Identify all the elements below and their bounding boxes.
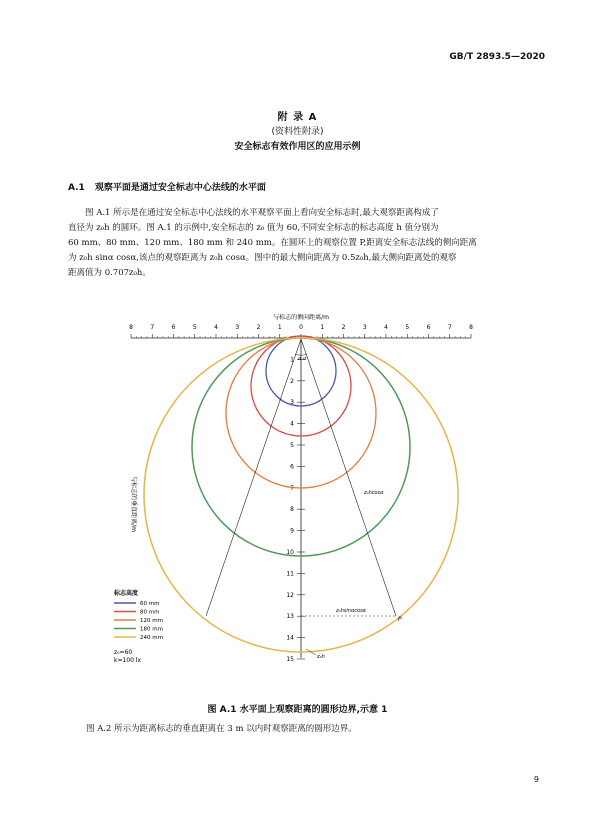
y-tick-label: 5 xyxy=(290,442,294,449)
figure-caption: 图 A.1 水平面上观察距离的圆形边界,示意 1 xyxy=(207,705,388,715)
annotation-axis: z₀h xyxy=(317,654,325,660)
ray-right xyxy=(301,339,396,616)
y-tick-label: 13 xyxy=(286,613,294,621)
y-tick-label: 4 xyxy=(290,420,294,428)
x-tick-label: 5 xyxy=(192,324,197,331)
x-tick-label: 6 xyxy=(171,324,176,331)
angle-label-left: α xyxy=(298,356,302,362)
point-p-label: P xyxy=(398,616,402,623)
paragraph-1 xyxy=(68,206,540,281)
x-tick-label: 1 xyxy=(277,324,282,331)
paragraph-2: 图 A.2 所示为距离标志的垂直距离在 3 m 以内时观察距离的圆形边界。 xyxy=(86,724,357,734)
y-tick-label: 15 xyxy=(286,656,294,663)
y-tick-label: 10 xyxy=(286,549,294,556)
x-tick-label: 8 xyxy=(129,324,133,331)
param-z0: z₀=60 xyxy=(114,649,133,656)
appendix-title: 安全标志有效作用区的应用示例 xyxy=(234,142,361,152)
x-tick-label: 7 xyxy=(150,324,155,331)
x-tick-label: 1 xyxy=(320,324,325,331)
section-title: 观察平面是通过安全标志中心法线的水平面 xyxy=(94,183,266,193)
y-tick-label: 9 xyxy=(290,527,294,535)
y-tick-label: 12 xyxy=(286,591,294,599)
legend-label: 240 mm xyxy=(140,635,163,641)
x-tick-label: 7 xyxy=(447,324,452,331)
y-tick-label: 8 xyxy=(290,506,294,514)
section-heading xyxy=(68,180,266,193)
x-axis-title: 与标志的侧向距离/m xyxy=(273,314,329,321)
paragraph-line: 距离值为 0.707z₀h。 xyxy=(68,268,151,278)
x-tick-label: 8 xyxy=(469,324,473,331)
y-tick-label: 2 xyxy=(290,377,294,385)
paragraph-line: 直径为 z₀h 的圆环。图 A.1 的示例中,安全标志的 z₀ 值为 60,不同安全标志的标志高度 h 值分别为 xyxy=(68,223,439,233)
standard-id: GB/T 2893.5—2020 xyxy=(449,52,545,62)
angle-label-right: α xyxy=(303,356,307,362)
legend-title: 标志高度 xyxy=(114,590,139,597)
paragraph-line: 为 z₀h sinα cosα,该点的观察距离为 z₀h cosα。图中的最大侧向距离为 0.5z₀h,最大侧向距离处的观察 xyxy=(68,253,457,263)
figure-svg xyxy=(100,314,510,679)
legend-label: 80 mm xyxy=(140,609,160,616)
x-tick-label: 2 xyxy=(256,324,261,331)
section-number: A.1 xyxy=(68,183,85,193)
x-tick-label: 4 xyxy=(214,324,218,331)
x-tick-label: 3 xyxy=(235,324,240,331)
page-number: 9 xyxy=(533,775,539,784)
x-tick-label: 0 xyxy=(299,324,303,331)
x-tick-label: 2 xyxy=(341,324,346,331)
y-axis-ticks xyxy=(286,356,305,663)
x-tick-label: 3 xyxy=(362,324,367,331)
annotation-diagonal: z₀hcosα xyxy=(364,490,384,496)
annotation-lateral: z₀hsinαcosα xyxy=(336,608,366,614)
appendix-type: (资料性附录) xyxy=(271,127,324,137)
y-tick-label: 14 xyxy=(286,634,294,642)
param-k: k=100 lx xyxy=(114,657,142,664)
legend-label: 60 mm xyxy=(140,601,160,607)
y-tick-label: 1 xyxy=(290,356,294,364)
y-tick-label: 3 xyxy=(290,399,294,407)
y-tick-label: 6 xyxy=(290,463,294,471)
paragraph-line: 60 mm、80 mm、120 mm、180 mm 和 240 mm。在圆环上的观察位置 P,距离安全标志法线的侧向距离 xyxy=(68,238,477,248)
figure-a1 xyxy=(100,314,510,679)
x-tick-label: 5 xyxy=(405,324,410,331)
paragraph-line: 图 A.1 所示是在通过安全标志中心法线的水平观察平面上看向安全标志时,最大观察距离构成了 xyxy=(85,208,439,218)
legend-label: 120 mm xyxy=(140,618,163,624)
x-tick-label: 4 xyxy=(384,324,388,331)
appendix-heading: 附 录 A xyxy=(277,112,318,123)
x-tick-label: 6 xyxy=(426,324,431,331)
y-tick-label: 11 xyxy=(286,570,294,578)
legend-label: 180 mm xyxy=(140,626,163,633)
legend xyxy=(113,589,163,664)
y-axis-title: 与标志的垂直距离/m xyxy=(130,476,137,532)
y-tick-label: 7 xyxy=(290,484,294,492)
